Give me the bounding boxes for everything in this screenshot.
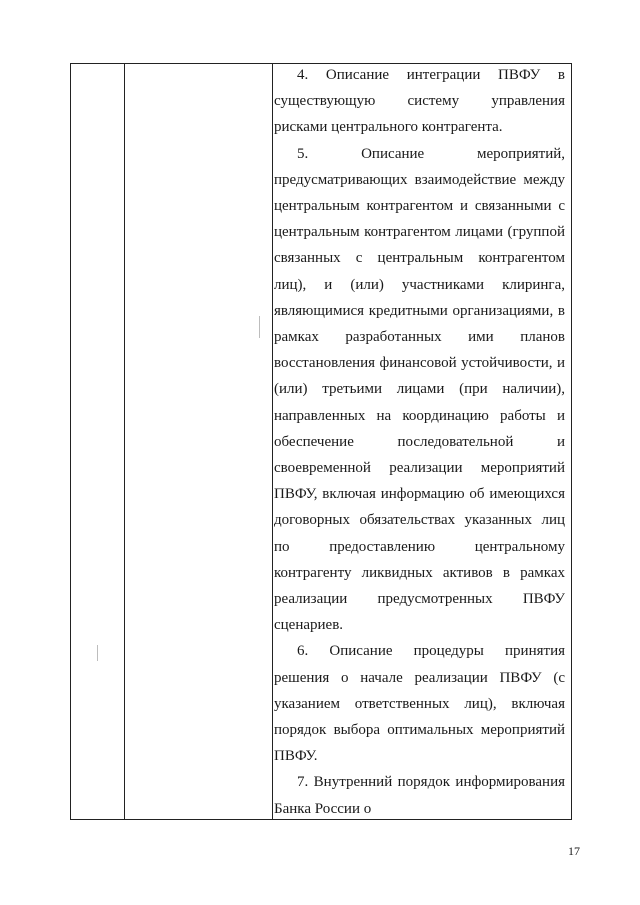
paragraph-item-4: 4. Описание интеграции ПВФУ в существующую систему управления рисками центрального контрагента. xyxy=(274,67,565,136)
paragraph-item-5: 5. Описание мероприятий, предусматривающих взаимодействие между центральным контрагентом и связанными с центральным контрагентом лицами (группой связанных с центральным контрагентом лиц), и (или) участниками клиринга, являющимися кредитными организациями, в рамках разработанных ими планов восстановления финансовой устойчивости, и (или) третьими лицами (при наличии), направленных на координацию работы и обеспечение последовательной и своевременной реализации мероприятий ПВФУ, включая информацию об имеющихся договорных обязательствах указанных лиц по предоставлению центральному контрагенту ликвидных активов в рамках реализации предусмотренных ПВФУ сценариев. xyxy=(274,145,565,634)
table-column-divider xyxy=(124,64,125,819)
page-number: 17 xyxy=(568,844,580,858)
requirements-table xyxy=(70,63,572,820)
scan-artifact xyxy=(97,645,98,661)
paragraph-item-6: 6. Описание процедуры принятия решения о начале реализации ПВФУ (с указанием ответственных лиц), включая порядок выбора оптимальных мероприятий ПВФУ. xyxy=(274,643,565,765)
table-cell-text xyxy=(274,64,565,819)
table-column-divider xyxy=(272,64,273,819)
paragraph-item-7: 7. Внутренний порядок информирования Банка России о xyxy=(274,774,565,817)
scan-artifact xyxy=(259,316,260,338)
